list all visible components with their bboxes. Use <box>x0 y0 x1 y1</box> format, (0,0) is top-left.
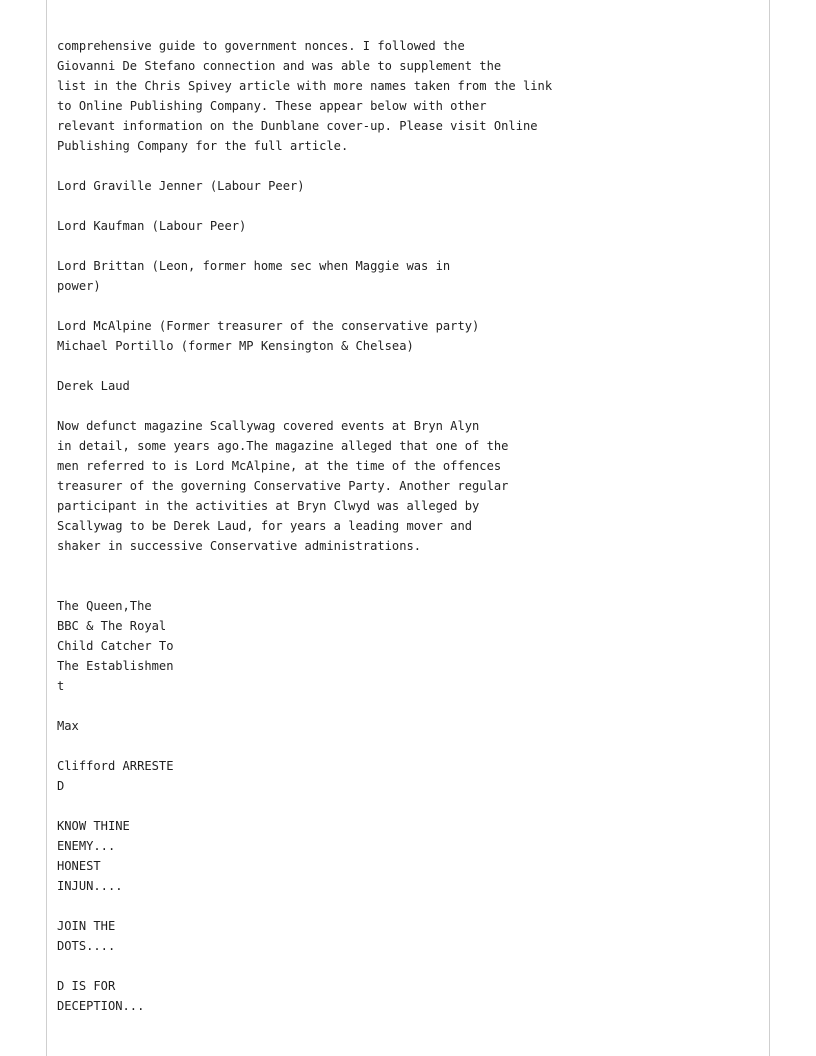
document-page <box>46 0 770 1056</box>
text-line: Now defunct magazine Scallywag covered events at Bryn Alyn <box>57 419 480 433</box>
text-line: DECEPTION... <box>57 999 145 1013</box>
scallywag-paragraph <box>57 416 757 556</box>
text-line: Lord Graville Jenner (Labour Peer) <box>57 179 305 193</box>
name-entry <box>57 316 757 356</box>
text-line: Lord Brittan (Leon, former home sec when Maggie was in <box>57 259 451 273</box>
text-line: Child Catcher To <box>57 639 174 653</box>
link-text <box>57 716 757 736</box>
text-line: The Queen,The <box>57 599 152 613</box>
text-line: D <box>57 779 65 793</box>
text-line: Lord Kaufman (Labour Peer) <box>57 219 247 233</box>
text-line: men referred to is Lord McAlpine, at the time of the offences <box>57 459 502 473</box>
link-text <box>57 816 757 896</box>
text-line: INJUN.... <box>57 879 123 893</box>
name-entry <box>57 216 757 236</box>
text-line: Scallywag to be Derek Laud, for years a leading mover and <box>57 519 473 533</box>
name-entry <box>57 376 757 396</box>
text-line: power) <box>57 279 101 293</box>
name-entry <box>57 176 757 196</box>
text-line: Max <box>57 719 79 733</box>
text-line: Clifford ARRESTE <box>57 759 174 773</box>
text-line: HONEST <box>57 859 101 873</box>
text-line: in detail, some years ago.The magazine alleged that one of the <box>57 439 509 453</box>
spacer <box>57 576 757 596</box>
text-line: Publishing Company for the full article. <box>57 139 349 153</box>
text-line: comprehensive guide to government nonces. I followed the <box>57 39 465 53</box>
text-line: shaker in successive Conservative administrations. <box>57 539 422 553</box>
text-line: to Online Publishing Company. These appear below with other <box>57 99 487 113</box>
text-line: Derek Laud <box>57 379 130 393</box>
text-line: list in the Chris Spivey article with more names taken from the link <box>57 79 553 93</box>
text-line: Lord McAlpine (Former treasurer of the conservative party) <box>57 319 480 333</box>
text-line: D IS FOR <box>57 979 116 993</box>
text-line: Michael Portillo (former MP Kensington & Chelsea) <box>57 339 414 353</box>
text-line: ENEMY... <box>57 839 116 853</box>
text-line: treasurer of the governing Conservative Party. Another regular <box>57 479 509 493</box>
link-text <box>57 756 757 796</box>
text-line: JOIN THE <box>57 919 116 933</box>
text-line: Giovanni De Stefano connection and was able to supplement the <box>57 59 502 73</box>
text-line: BBC & The Royal <box>57 619 167 633</box>
text-line: KNOW THINE <box>57 819 130 833</box>
text-line: The Establishmen <box>57 659 174 673</box>
link-text <box>57 916 757 956</box>
document-body <box>57 36 757 1036</box>
text-line: participant in the activities at Bryn Clwyd was alleged by <box>57 499 480 513</box>
link-text <box>57 596 757 696</box>
text-line: t <box>57 679 65 693</box>
intro-paragraph <box>57 36 757 156</box>
link-text <box>57 976 757 1016</box>
text-line: relevant information on the Dunblane cover-up. Please visit Online <box>57 119 538 133</box>
text-line: DOTS.... <box>57 939 116 953</box>
name-entry <box>57 256 757 296</box>
